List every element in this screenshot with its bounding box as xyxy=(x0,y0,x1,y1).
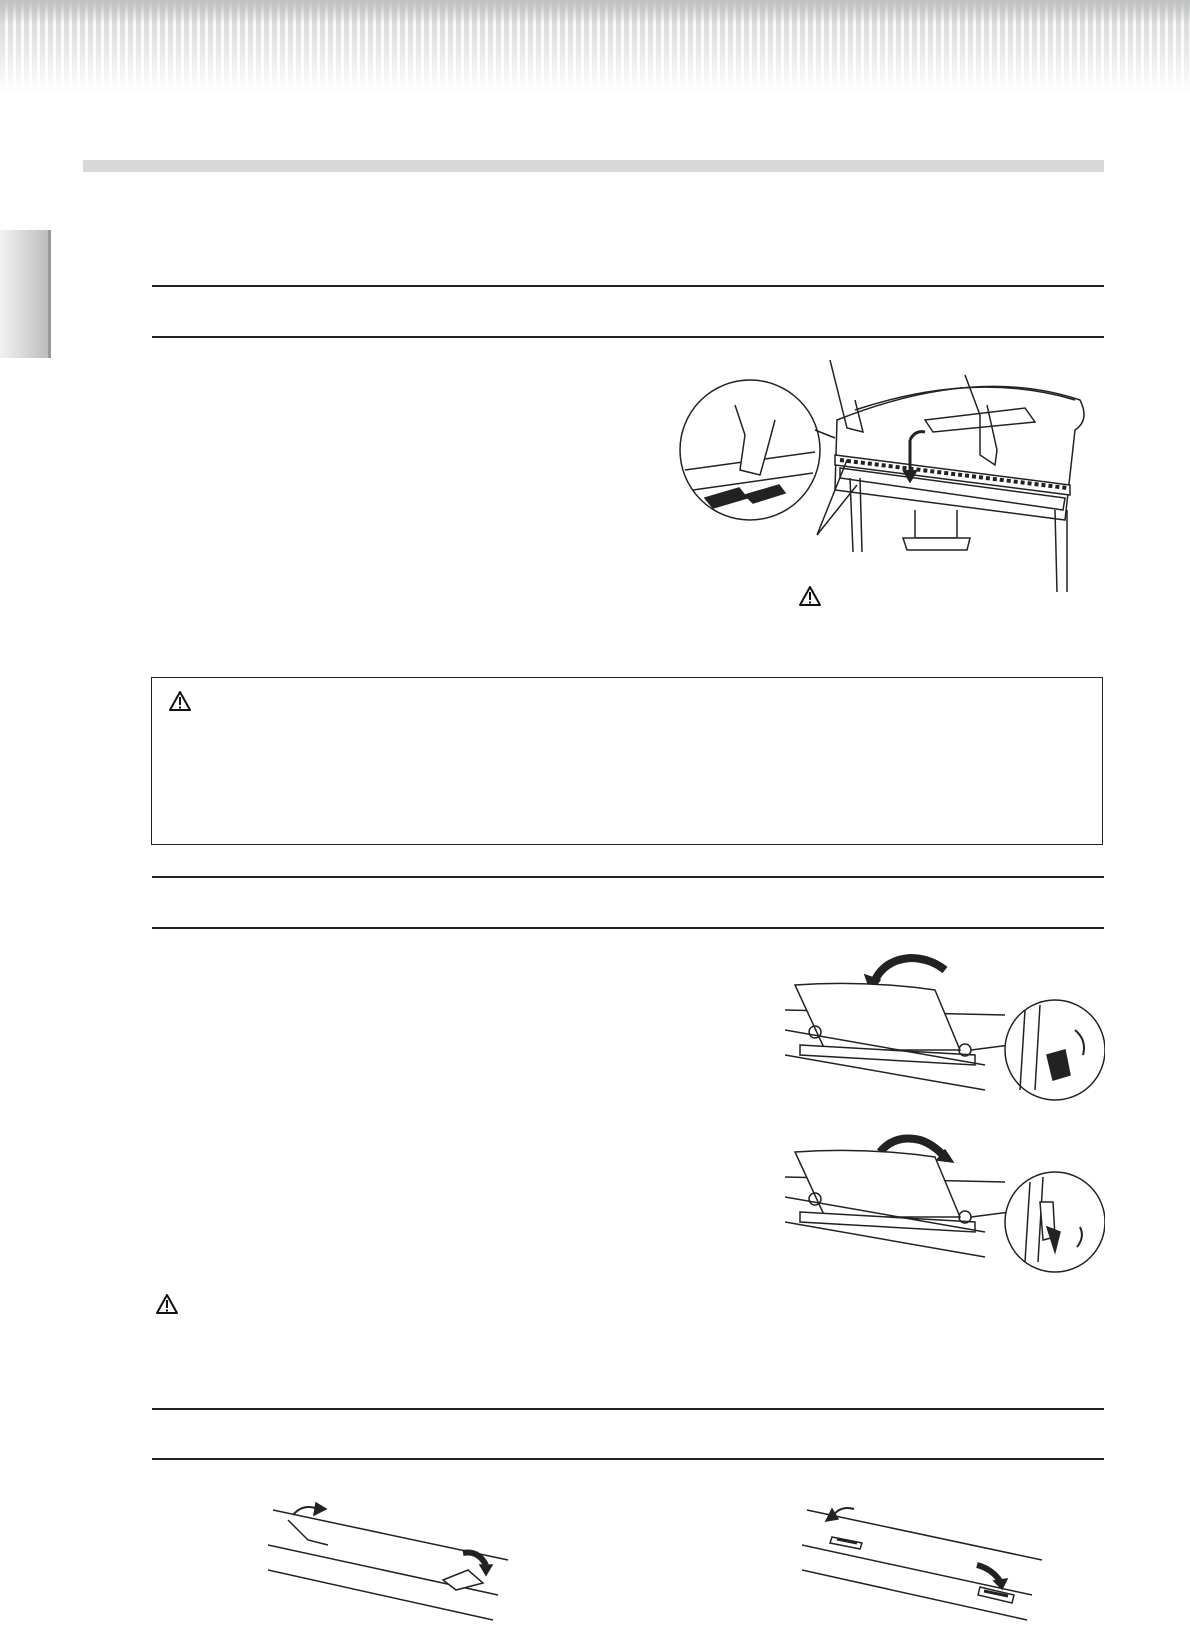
section-3-bottom-rule xyxy=(152,1458,1104,1460)
header-keyboard-band xyxy=(0,0,1190,95)
caution-triangle-icon xyxy=(798,585,822,607)
section-2-top-rule xyxy=(152,876,1104,878)
caution-box xyxy=(151,677,1103,845)
section-1-bottom-rule xyxy=(152,336,1104,338)
section-2-bottom-rule xyxy=(152,927,1104,929)
music-clips-open-illustration xyxy=(268,1495,533,1628)
page-title-bar xyxy=(83,160,1104,172)
chapter-side-tab xyxy=(0,230,51,358)
section-3-top-rule xyxy=(152,1408,1104,1410)
section-1-top-rule xyxy=(152,285,1104,287)
music-clips-closed-illustration xyxy=(802,1495,1067,1628)
caution-triangle-icon xyxy=(168,690,192,712)
keyboard-cover-illustration xyxy=(675,360,1105,605)
music-rest-raise-illustration xyxy=(785,950,1105,1125)
caution-triangle-icon xyxy=(155,1293,179,1315)
music-rest-lower-illustration xyxy=(785,1122,1105,1297)
